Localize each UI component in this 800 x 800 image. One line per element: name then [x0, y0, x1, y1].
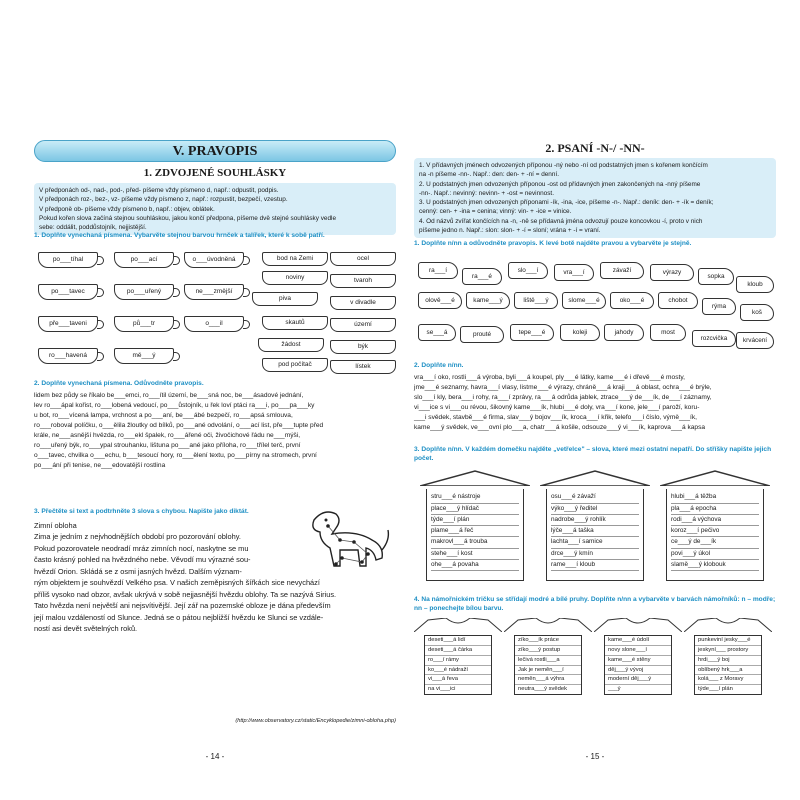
text-line: lidem bez půdy se říkalo be___emci, ro___ítil území, be___sná noc, be___ásadové jednání,: [34, 392, 304, 399]
house-word[interactable]: makrovl___á trouba: [431, 537, 519, 548]
text-line: kame___ý svědek, ve___ovní plo___a, chatr___á košile, odsouze___ý vi___ík, kaprova___á kapsa: [414, 424, 706, 432]
task-2-text: [414, 373, 776, 433]
text-line: lev ro___ápal kořist, ro___lobená vedoucí, po___ůstojník, u řek loví ptáci ra___i, po___pa___ky: [34, 402, 315, 410]
shirt-collar-icon: [684, 618, 772, 632]
shirt-stripe[interactable]: ___ý: [608, 685, 621, 692]
house-body: [546, 489, 644, 581]
shoes-grid: [414, 254, 776, 354]
text-line: vra___í oko, rostli___á výroba, byli___á koupel, ply___é látky, kame___é i dřevě___é mosty,: [414, 374, 685, 381]
shoe[interactable]: oko___é: [610, 292, 654, 309]
shirt-stripe[interactable]: novy slone___í: [605, 646, 671, 656]
page-14: [34, 140, 396, 765]
shoe[interactable]: chobot: [658, 292, 698, 309]
shoe[interactable]: slo___í: [508, 262, 548, 279]
plate[interactable]: ocel: [330, 252, 396, 266]
cup[interactable]: o___il: [184, 316, 244, 332]
house-word[interactable]: rame___í kloub: [551, 560, 639, 571]
page-number: - 15 -: [585, 752, 605, 761]
shoe[interactable]: výrazy: [650, 264, 694, 281]
rule-line: sebe: oddálit, poddůstojník, nejjistější.: [39, 224, 147, 232]
house-word[interactable]: povi___ý úkol: [671, 549, 759, 560]
shirt-stripe[interactable]: neutra___ý svědek: [518, 685, 567, 692]
text-line: příliš vysoko nad obzor, avšak ukrývá v sobě nejjasnější hvězdu oblohy. Ta se nazývá Sirius.: [34, 589, 337, 599]
house-word[interactable]: ce___ý de___ík: [671, 537, 759, 548]
text-line: Pokud pozorovatele neodradí mráz zimních nocí, naskytne se mu: [34, 543, 249, 553]
shoe[interactable]: prouté: [460, 326, 504, 343]
shirt-stripe[interactable]: týde___í plán: [698, 685, 733, 692]
plate[interactable]: noviny: [262, 271, 328, 285]
house-word[interactable]: hlubi___á těžba: [671, 492, 759, 503]
house-word[interactable]: nadrobe___ý rohlík: [551, 515, 639, 526]
shirt-stripe[interactable]: deseti___á čárka: [425, 646, 491, 656]
shoe[interactable]: olově___é: [418, 292, 462, 309]
house-word[interactable]: výko___ý ředitel: [551, 504, 639, 515]
rule-line: V předponě ob- píšeme vždy písmeno b, např.: objev, oblátek.: [39, 205, 215, 213]
shoe[interactable]: vra___í: [554, 264, 594, 281]
rule-line: 3. U podstatných jmen odvozených příponami -ík, -ina, -ice, píšeme -n-. Např.: deník: den- + -ík = deník;: [419, 199, 714, 207]
section-title: 2. PSANÍ -N-/ -NN-: [545, 141, 645, 155]
task-4-instruction: 4. Na námořnickém tričku se střídají modré a bílé pruhy. Doplňte n/nn a vybarvěte v barvách námořníků: n – modře; nn – ponechejte bílou barvu.: [414, 596, 776, 612]
shirt-stripe[interactable]: neměn___á výhra: [515, 675, 581, 685]
rule-line: V předponách roz-, bez-, vz- píšeme vždy písmeno z, např.: rozpustit, bezpečí, vzestup.: [39, 196, 288, 204]
text-line: ro___uřený býk, ro___ypal strouhanku, lištuna po___ané jako příloha, ro___třílel terč, první: [34, 442, 301, 450]
shirt-stripe[interactable]: punkeviní jesky___é: [695, 636, 761, 646]
house-word[interactable]: slamě___ý klobouk: [671, 560, 759, 571]
cup[interactable]: po___uřený: [114, 284, 174, 300]
house-word[interactable]: stehe___í kost: [431, 549, 519, 560]
house-word[interactable]: lýče___á taška: [551, 526, 639, 537]
cup[interactable]: po___ací: [114, 252, 174, 268]
text-line: často krásný pohled na hvězdného nebe. Věvodí mu výrazné sou-: [34, 555, 251, 565]
text-line: vi___ice s vi___ou révou, šikovný kame___ík, hlubi___é doly, vra___í kone, jele___í paroží, koru-: [414, 404, 700, 412]
house-body: [666, 489, 764, 581]
shoe[interactable]: slome___é: [562, 292, 606, 309]
shoe[interactable]: sopka: [698, 268, 734, 285]
house-word[interactable]: drce___ý kmín: [551, 549, 639, 560]
text-line: ností asi devět světelných roků.: [34, 624, 138, 634]
shoe[interactable]: jahody: [604, 324, 644, 341]
plate[interactable]: území: [330, 318, 396, 332]
shirt-stripe[interactable]: ko___é nádraží: [425, 666, 491, 676]
shirt-stripe[interactable]: kame___é stěny: [605, 656, 671, 666]
shirt-body: [604, 635, 672, 694]
rule-line: -nn-. Např.: nevinný: nevinn- + -ost = nevinnost.: [419, 189, 554, 197]
text-line: slo___í kly, bera___i rohy, ra___í zprávy, ra___á odrůda jablek, ztrace___ý de___ík, de___í záznamy,: [414, 394, 712, 402]
shoe[interactable]: krvácení: [736, 332, 774, 349]
cup[interactable]: po___tíhal: [38, 252, 98, 268]
text-line: krále, ne___asnější hvězda, ro___ekl špalek, ro___ářené oči, živočichové řádu ne___mýši,: [34, 432, 301, 440]
shoe[interactable]: koš: [740, 304, 774, 321]
shirt-stripe[interactable]: kolá___ z Moravy: [695, 675, 761, 685]
shoe[interactable]: se___á: [418, 324, 456, 341]
house-roof-icon: [420, 470, 530, 486]
rule-line: V předponách od-, nad-, pod-, před- píšeme vždy písmeno d, např.: odpustit, podpis.: [39, 187, 279, 194]
shirt-stripe[interactable]: zíko___ík práce: [515, 636, 581, 646]
text-line: po___ání při tenise, ne___edovatější rostlina: [34, 462, 166, 470]
shoe[interactable]: tepe___é: [510, 324, 554, 341]
cup[interactable]: pře___taveni: [38, 316, 98, 332]
house-word[interactable]: koroz___í pečivo: [671, 526, 759, 537]
shoe[interactable]: kame___ý: [466, 292, 510, 309]
cups-and-plates: [34, 244, 396, 374]
text-line: hvězdí Orion. Skládá se z osmi jasných hvězd. Dalším význam-: [34, 566, 242, 576]
house-word[interactable]: plame___á řeč: [431, 526, 519, 537]
plate[interactable]: pod počítač: [262, 358, 328, 372]
source-citation: (http://www.observatory.cz/static/Encyklopedie/zimni-obloha.php): [235, 718, 396, 724]
house-roof-icon: [540, 470, 650, 486]
shirt-stripe[interactable]: děj___ý vývoj: [605, 666, 671, 676]
shirt-stripe[interactable]: moderní děj___ý: [605, 675, 671, 685]
cup[interactable]: ro___havená: [38, 348, 98, 364]
text-line: ___i svědek, stavbě___é firma, slav___ý bojov___ík, kroca___í křik, telefo___í číslo, výmě___ík,: [414, 414, 697, 422]
shirt-stripe[interactable]: na vi___ici: [428, 685, 456, 692]
cup[interactable]: pů___tr: [114, 316, 174, 332]
page-15: [414, 140, 776, 765]
sailor-shirt: [504, 618, 592, 695]
shoe[interactable]: rozcvička: [692, 330, 736, 347]
house: [660, 470, 770, 581]
shirt-body: [514, 635, 582, 694]
plate[interactable]: tvaroh: [330, 274, 396, 288]
rule-line: 2. U podstatných jmen odvozených příponou -ost od přídavných jmen zakončených na -nný píšeme: [419, 180, 701, 188]
shirt-stripe[interactable]: deseti___á lidí: [425, 636, 491, 646]
shirt-body: [694, 635, 762, 694]
house-word[interactable]: lachta___í samice: [551, 537, 639, 548]
shirt-body: [424, 635, 492, 694]
dog-constellation-icon: [296, 500, 392, 574]
rule-line: 1. V přídavných jménech odvozených příponou -ný nebo -ní od podstatných jmen s kořenem končícím: [419, 162, 708, 169]
plate[interactable]: piva: [252, 292, 318, 306]
plate[interactable]: bod na Zemi: [262, 252, 328, 266]
shoe[interactable]: rýma: [702, 298, 736, 315]
cup[interactable]: ne___zmější: [184, 284, 244, 300]
shirt-stripe[interactable]: jeskyní___ prostory: [695, 646, 761, 656]
text-line: Tato hvězda není největší ani nejsvítivější. Její zář na pozemské obloze je dána především: [34, 601, 331, 611]
rule-line: 4. Od názvů zvířat končících na -n, -ně se přídavná jména odvozují pouze koncovkou -í, proto v nich: [419, 217, 703, 225]
shoe[interactable]: kloub: [736, 276, 774, 293]
shoe[interactable]: závaží: [600, 262, 644, 279]
text-line: její malou vzdáleností od Slunce. Jedná se o pátou nejbližší hvězdu ke Slunci se vzdále-: [34, 612, 324, 622]
text-line: ným objektem je souhvězdí Velkého psa. V našich zeměpisných šířkách sice nevychází: [34, 578, 320, 588]
rule-line: píšeme jedno n. Např.: slon: slon- + -í = sloní; vrána + -í = vraní.: [419, 226, 601, 234]
shirt-stripe[interactable]: kame___é údolí: [605, 636, 671, 646]
houses-row: [414, 470, 776, 590]
house-word[interactable]: pla___á epocha: [671, 504, 759, 515]
rule-line: na -n píšeme -nn-. Např.: den: den- + -ní = denní.: [419, 171, 559, 179]
chapter-banner: V. PRAVOPIS: [34, 140, 396, 162]
shirt-stripe[interactable]: oblíbený hrk___a: [695, 666, 761, 676]
sailor-shirt: [414, 618, 502, 695]
shirt-collar-icon: [594, 618, 682, 632]
rule-line: Pokud kořen slova začíná stejnou souhláskou, jakou končí předpona, píšeme dvě stejné souhlásky vedle: [39, 214, 336, 222]
task-2-text: [34, 391, 396, 471]
text-line: jme___é seznamy, havra___í vlasy, listme___é výrazy, chráně___á kraji___á oblast, ochra___é brýle,: [414, 384, 712, 392]
sailor-shirt: [594, 618, 682, 695]
house: [420, 470, 530, 581]
task-2-instruction: 2. Doplňte n/nn.: [414, 362, 464, 369]
shirt-stripe[interactable]: hrdi___ý boj: [695, 656, 761, 666]
cup[interactable]: po___tavec: [38, 284, 98, 300]
shoe[interactable]: ra___í: [418, 262, 458, 279]
section-title: 1. ZDVOJENÉ SOUHLÁSKY: [143, 167, 287, 179]
text-line: o___tavec, chvilka o___echu, b___tesoucí hory, ro___ělení textu, po___pírny na stromech, první: [34, 452, 317, 460]
house-word[interactable]: osu___é závaží: [551, 492, 639, 503]
cup[interactable]: mě___ý: [114, 348, 174, 364]
shirt-stripe[interactable]: vi___á řeva: [425, 675, 491, 685]
plate[interactable]: skautů: [262, 316, 328, 330]
shirt-stripe[interactable]: ro___í rámy: [425, 656, 491, 666]
task-1-instruction: 1. Doplňte n/nn a odůvodněte pravopis. K levé botě najděte pravou a vybarvěte je stejně.: [414, 240, 692, 247]
task-3-instruction: 3. Doplňte n/nn. V každém domečku najděte „vetřelce" – slova, které mezi ostatní nepatří. Do stříšky napište jejich počet.: [414, 446, 772, 462]
house-word[interactable]: rodi___á výchova: [671, 515, 759, 526]
shoe[interactable]: ra___é: [462, 268, 502, 285]
shoe[interactable]: liště___ý: [514, 292, 558, 309]
plate[interactable]: býk: [330, 340, 396, 354]
rule-box: [34, 183, 396, 235]
text-line: ro___roboval políčku, o___ělila žloutky od bílků, po___ané odvolání, o___ací list, pře___tupte před: [34, 422, 324, 430]
rule-box: [414, 158, 776, 238]
shirt-stripe[interactable]: lečivá rostli___a: [515, 656, 581, 666]
cup[interactable]: o___úvodněná: [184, 252, 244, 268]
shirt-stripe[interactable]: zíko___ý postup: [515, 646, 581, 656]
shoe[interactable]: most: [650, 324, 686, 341]
shirt-collar-icon: [504, 618, 592, 632]
text-line: u bot, ro___vícená lampa, vrchnost a po___aní, be___ábé bezpečí, ro___apsá smlouva,: [34, 412, 293, 420]
plate[interactable]: žádost: [258, 338, 324, 352]
house: [540, 470, 650, 581]
text-line: Zima je jedním z nejvhodnějších období pro pozorování oblohy.: [34, 532, 241, 542]
house-word[interactable]: place___ý hlídač: [431, 504, 519, 515]
shirts-row: [414, 618, 776, 738]
house-word[interactable]: stru___é nástroje: [431, 492, 519, 503]
shirt-collar-icon: [414, 618, 502, 632]
shoe[interactable]: koleji: [560, 324, 600, 341]
task-2-instruction: 2. Doplňte vynechaná písmena. Odůvodněte pravopis.: [34, 380, 204, 387]
plate[interactable]: lístek: [330, 360, 396, 374]
rule-line: cenný: cen- + -ina = cenina; vinný: vin- + -ice = vinice.: [419, 208, 572, 216]
house-body: [426, 489, 524, 581]
task-1-instruction: 1. Doplňte vynechaná písmena. Vybarvěte stejnou barvou hrnček a talířek, které k sobě patří.: [34, 232, 325, 239]
text-title: Zimní obloha: [34, 521, 77, 530]
shirt-stripe[interactable]: Jak je neměn___í: [515, 666, 581, 676]
page-number: - 14 -: [205, 752, 225, 761]
plate[interactable]: v divadle: [330, 296, 396, 310]
house-word[interactable]: ohe___á povaha: [431, 560, 519, 571]
house-roof-icon: [660, 470, 770, 486]
task-3-instruction: 3. Přečtěte si text a podtrhněte 3 slova s chybou. Napište jako diktát.: [34, 508, 249, 515]
sailor-shirt: [684, 618, 772, 695]
house-word[interactable]: týde___í plán: [431, 515, 519, 526]
